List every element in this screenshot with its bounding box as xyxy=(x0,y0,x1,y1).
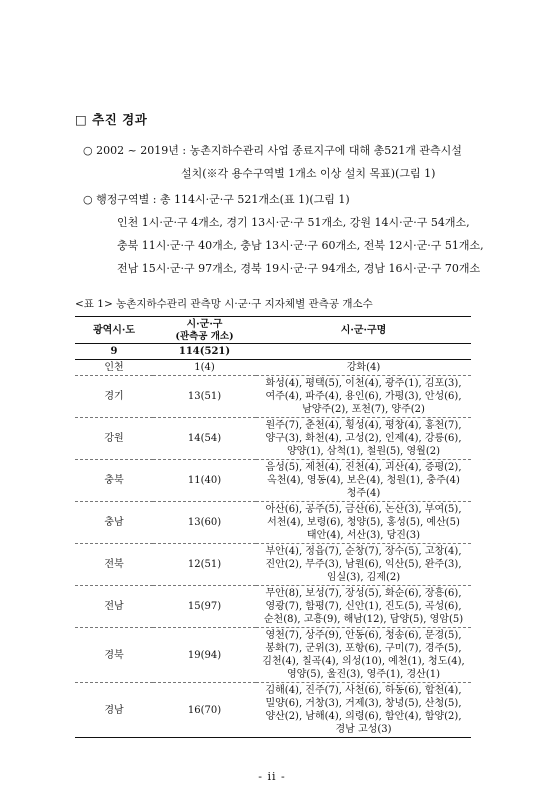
district-line: 양양(1), 삼척(1), 철원(5), 영월(2) xyxy=(286,446,440,457)
region-count: 13(51) xyxy=(153,376,256,418)
district-line: 영광(7), 함평(7), 신안(1), 진도(5), 곡성(6), xyxy=(265,601,462,612)
district-line: 여주(4), 파주(4), 용인(6), 가평(3), 안성(6), xyxy=(265,391,462,402)
bullet-period-line2: 설치(※각 용수구역별 1개소 이상 설치 목표)(그림 1) xyxy=(181,167,436,180)
header-count-label: 시·군·구 xyxy=(186,319,223,330)
bullet-admin-line2: 인천 1시·군·구 4개소, 경기 13시·군·구 51개소, 강원 14시·군·구 54개소, xyxy=(117,216,470,229)
district-line: 김천(4), 칠곡(4), 의성(10), 예천(1), 청도(4), xyxy=(262,656,465,667)
header-count-sub: (관측공 개소) xyxy=(175,331,234,342)
district-line: 양구(3), 화천(4), 고성(2), 인제(4), 강릉(6), xyxy=(265,433,462,444)
region-name: 인천 xyxy=(75,360,153,376)
district-line: 임실(3), 김제(2) xyxy=(326,572,401,583)
district-line: 영천(7), 상주(9), 안동(6), 청송(6), 문경(5), xyxy=(265,630,462,641)
district-line: 청주(4) xyxy=(346,488,381,499)
district-line: 화성(4), 평택(5), 이천(4), 광주(1), 김포(3), xyxy=(265,378,462,389)
region-name: 경기 xyxy=(75,376,153,418)
district-line: 옥천(4), 영동(4), 보은(4), 청원(1), 충주(4) xyxy=(267,475,460,486)
region-name: 전남 xyxy=(75,586,153,628)
district-line: 양산(2), 남해(4), 의령(6), 함안(4), 함양(2), xyxy=(265,711,462,722)
table-row xyxy=(75,418,471,460)
table-row xyxy=(75,586,471,628)
table-row xyxy=(75,502,471,544)
section-title: □ 추진 경과 xyxy=(75,112,148,127)
district-line: 밀양(6), 거창(3), 거제(3), 창녕(5), 산청(5), xyxy=(265,698,462,709)
district-line: 순천(8), 고흥(9), 해남(12), 담양(5), 영암(5) xyxy=(263,614,464,625)
region-count: 19(94) xyxy=(153,628,256,683)
region-count: 15(97) xyxy=(153,586,256,628)
header-count xyxy=(153,317,256,344)
region-name: 전북 xyxy=(75,544,153,586)
bullet-admin-line4: 전남 15시·군·구 97개소, 경북 19시·군·구 94개소, 경남 16시·군·구 70개소 xyxy=(117,262,481,275)
bullet-admin-line3: 충북 11시·군·구 40개소, 충남 13시·군·구 60개소, 전북 12시·군·구 51개소, xyxy=(117,239,484,252)
district-line: 아산(6), 공주(5), 금산(6), 논산(3), 부여(5), xyxy=(265,504,462,515)
region-name: 충남 xyxy=(75,502,153,544)
district-line: 남양주(2), 포천(7), 양주(2) xyxy=(302,404,425,415)
region-count: 12(51) xyxy=(153,544,256,586)
table-header-row xyxy=(75,317,471,344)
total-count: 114(521) xyxy=(153,344,256,360)
district-line: 강화(4) xyxy=(346,362,381,373)
total-region: 9 xyxy=(75,344,153,360)
region-count: 14(54) xyxy=(153,418,256,460)
region-name: 경북 xyxy=(75,628,153,683)
district-line: 영양(5), 울진(3), 영주(1), 경산(1) xyxy=(286,669,440,680)
district-line: 태안(4), 서산(3), 당진(3) xyxy=(306,530,421,541)
district-line: 김해(4), 진주(7), 사천(6), 하동(6), 합천(4), xyxy=(265,685,462,696)
bullet-admin-line1: ○ 행정구역별 : 총 114시·군·구 521개소(표 1)(그림 1) xyxy=(83,193,350,206)
region-district-list xyxy=(256,544,471,586)
district-line: 부안(4), 정읍(7), 순창(7), 장수(5), 고창(4), xyxy=(265,546,462,557)
header-names: 시·군·구명 xyxy=(256,317,471,344)
header-region: 광역시·도 xyxy=(75,317,153,344)
district-line: 무안(8), 보성(7), 장성(5), 화순(6), 장흥(6), xyxy=(265,588,462,599)
district-line: 경남 고성(3) xyxy=(335,724,392,735)
district-line: 진안(2), 무주(3), 남원(6), 익산(5), 완주(3), xyxy=(265,559,462,570)
region-district-list xyxy=(256,502,471,544)
page-number: - ii - xyxy=(258,770,286,783)
region-district-list xyxy=(256,628,471,683)
district-line: 서천(4), 보령(6), 청양(5), 홍성(5), 예산(5) xyxy=(267,517,460,528)
region-count: 11(40) xyxy=(153,460,256,502)
total-names xyxy=(256,344,471,360)
region-district-list xyxy=(256,460,471,502)
table-row xyxy=(75,460,471,502)
observation-table xyxy=(75,316,471,738)
region-count: 1(4) xyxy=(153,360,256,376)
region-count: 16(70) xyxy=(153,683,256,738)
bullet-period-line1: ○ 2002 ~ 2019년 : 농촌지하수관리 사업 종료지구에 대해 총521개 관측시설 xyxy=(83,144,462,157)
region-district-list xyxy=(256,360,471,376)
district-line: 원주(7), 춘천(4), 횡성(4), 평창(4), 홍천(7), xyxy=(265,420,462,431)
region-name: 강원 xyxy=(75,418,153,460)
region-district-list xyxy=(256,586,471,628)
region-name: 경남 xyxy=(75,683,153,738)
region-count: 13(60) xyxy=(153,502,256,544)
table-row xyxy=(75,376,471,418)
district-line: 음성(5), 제천(4), 진천(4), 괴산(4), 증평(2), xyxy=(265,462,462,473)
table-total-row xyxy=(75,344,471,360)
region-name: 충북 xyxy=(75,460,153,502)
table-row xyxy=(75,360,471,376)
table-row xyxy=(75,544,471,586)
region-district-list xyxy=(256,418,471,460)
region-district-list xyxy=(256,683,471,738)
table-caption: <표 1> 농촌지하수관리 관측망 시·군·구 지자체별 관측공 개소수 xyxy=(75,298,373,310)
table-row xyxy=(75,628,471,683)
district-line: 봉화(7), 군위(3), 포항(6), 구미(7), 경주(5), xyxy=(265,643,462,654)
region-district-list xyxy=(256,376,471,418)
table-row xyxy=(75,683,471,738)
